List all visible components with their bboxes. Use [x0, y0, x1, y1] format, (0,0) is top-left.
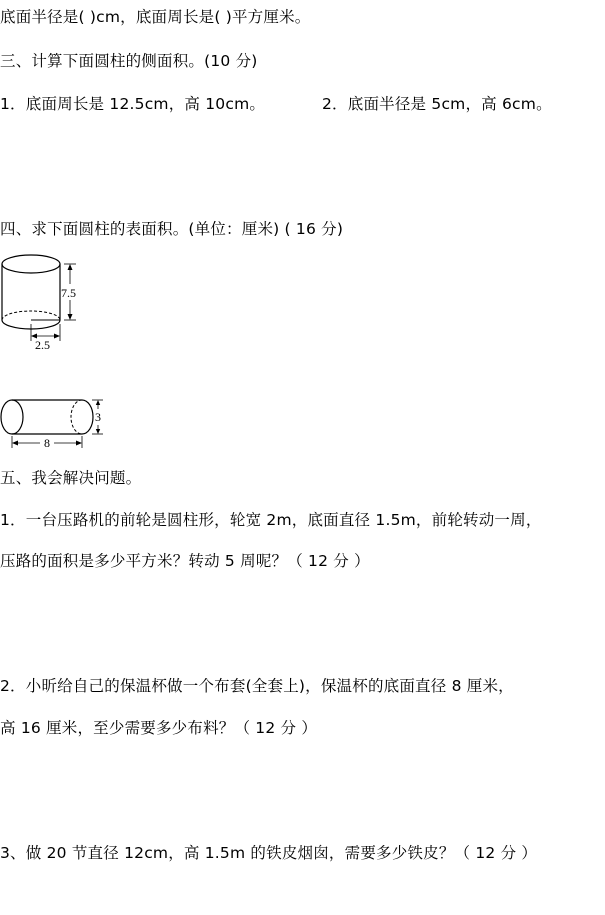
- problem-1-line-1: 1．一台压路机的前轮是圆柱形，轮宽 2m，底面直径 1.5m，前轮转动一周，: [0, 511, 542, 529]
- text-line-1: 底面半径是( )cm，底面周长是( )平方厘米。: [0, 8, 311, 26]
- problem-3: 3、做 20 节直径 12cm，高 1.5m 的铁皮烟囱，需要多少铁皮？（ 12 分 ）: [0, 844, 538, 862]
- horizontal-cylinder-figure: [0, 396, 115, 456]
- section-5-title: 五、我会解决问题。: [0, 469, 142, 487]
- problem-1-line-2: 压路的面积是多少平方米？转动 5 周呢？（ 12 分 ）: [0, 552, 370, 570]
- fig1-height-label: 7.5: [61, 286, 76, 300]
- section-3-title: 三、计算下面圆柱的侧面积。(10 分): [0, 52, 258, 70]
- fig1-radius-label: 2.5: [35, 338, 50, 352]
- fig2-length-label: 8: [44, 436, 50, 450]
- upright-cylinder-figure: [0, 248, 100, 358]
- section-3-question-1: 1．底面周长是 12.5cm，高 10cm。: [0, 95, 266, 113]
- problem-2-line-2: 高 16 厘米，至少需要多少布料？（ 12 分 ）: [0, 719, 318, 737]
- fig2-height-label: 3: [95, 410, 101, 424]
- section-4-title: 四、求下面圆柱的表面积。(单位：厘米) ( 16 分): [0, 220, 344, 238]
- section-3-question-2: 2．底面半径是 5cm，高 6cm。: [322, 95, 552, 113]
- problem-2-line-1: 2．小昕给自己的保温杯做一个布套(全套上)，保温杯的底面直径 8 厘米，: [0, 677, 514, 695]
